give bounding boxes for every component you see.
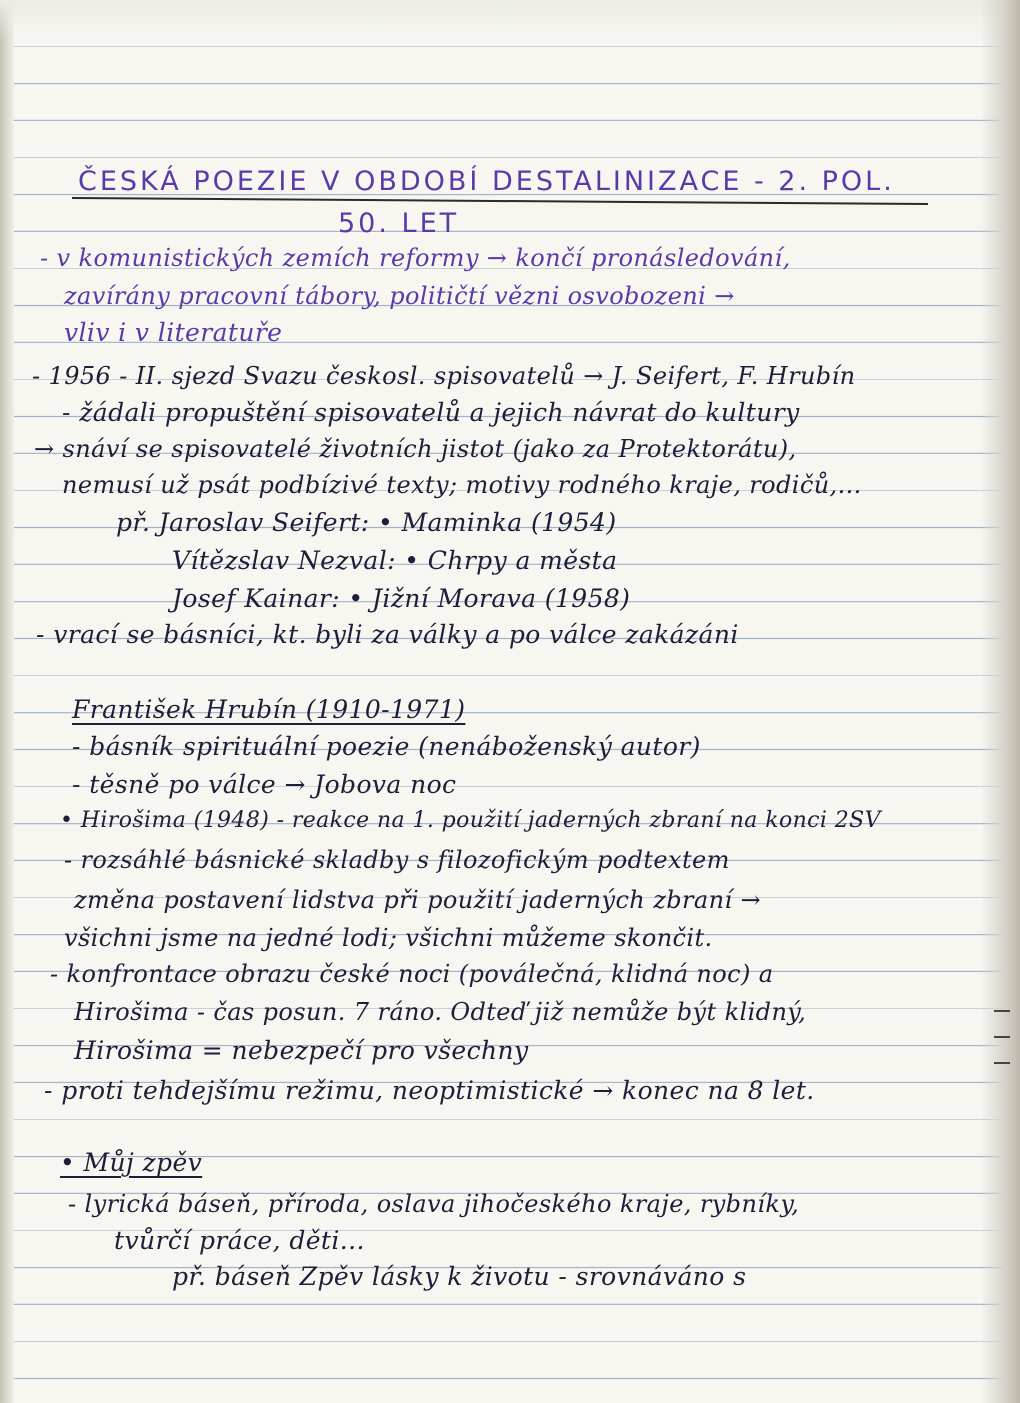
edge-mark [994,1062,1010,1064]
page-top-margin [0,0,1020,40]
note-line: - konfrontace obrazu české noci (poválečná, klidná noc) a [50,960,774,988]
note-line: - rozsáhlé básnické skladby s filozofickým podtextem [64,846,730,874]
note-line-example: Josef Kainar: • Jižní Morava (1958) [172,584,631,613]
note-line: - žádali propuštění spisovatelů a jejich návrat do kultury [62,398,800,427]
note-line: Hirošima = nebezpečí pro všechny [74,1036,529,1065]
note-line: - vrací se básníci, kt. byli za války a po válce zakázáni [36,620,739,649]
note-line-example: př. báseň Zpěv lásky k životu - srovnáváno s [172,1262,747,1291]
note-line: všichni jsme na jedné lodi; všichni můžeme skončit. [64,924,713,952]
note-line: → snáví se spisovatelé životních jistot (jako za Protektorátu), [34,435,797,463]
note-line: - 1956 - II. sjezd Svazu českosl. spisovatelů → J. Seifert, F. Hrubín [32,362,856,390]
page-binding-edge [980,0,1020,1403]
page-title-continued: 50. LET [338,208,460,239]
note-line-example: Vítězslav Nezval: • Chrpy a města [172,546,618,575]
edge-mark [994,1010,1010,1012]
title-underline [72,197,928,205]
note-line: - těsně po válce → Jobova noc [72,770,457,799]
note-line: vliv i v literatuře [64,318,283,347]
note-line: nemusí už psát podbízivé texty; motivy rodného kraje, rodičů,... [62,471,862,499]
note-line: - v komunistických zemích reformy → končí pronásledování, [40,244,791,272]
note-line: - básník spirituální poezie (nenáboženský autor) [72,732,701,761]
section-heading: František Hrubín (1910-1971) [72,695,466,724]
note-line: Hirošima - čas posun. 7 ráno. Odteď již nemůže být klidný, [74,998,807,1026]
note-line: zavírány pracovní tábory, političtí vězni osvobozeni → [64,282,735,310]
note-line: změna postavení lidstva při použití jaderných zbraní → [74,886,762,914]
note-line: tvůrčí práce, děti... [114,1226,365,1255]
note-line-example: př. Jaroslav Seifert: • Maminka (1954) [116,508,617,537]
page-edge-shadow [0,0,14,1403]
page-title: ČESKÁ POEZIE V OBDOBÍ DESTALINIZACE - 2. POL. [78,166,895,197]
section-heading: • Můj zpěv [60,1148,203,1177]
note-line: - lyrická báseň, příroda, oslava jihočeského kraje, rybníky, [68,1190,800,1218]
note-line: - proti tehdejšímu režimu, neoptimistické → konec na 8 let. [44,1076,815,1105]
edge-mark [994,1036,1010,1038]
note-line: • Hirošima (1948) - reakce na 1. použití jaderných zbraní na konci 2SV [60,808,881,833]
